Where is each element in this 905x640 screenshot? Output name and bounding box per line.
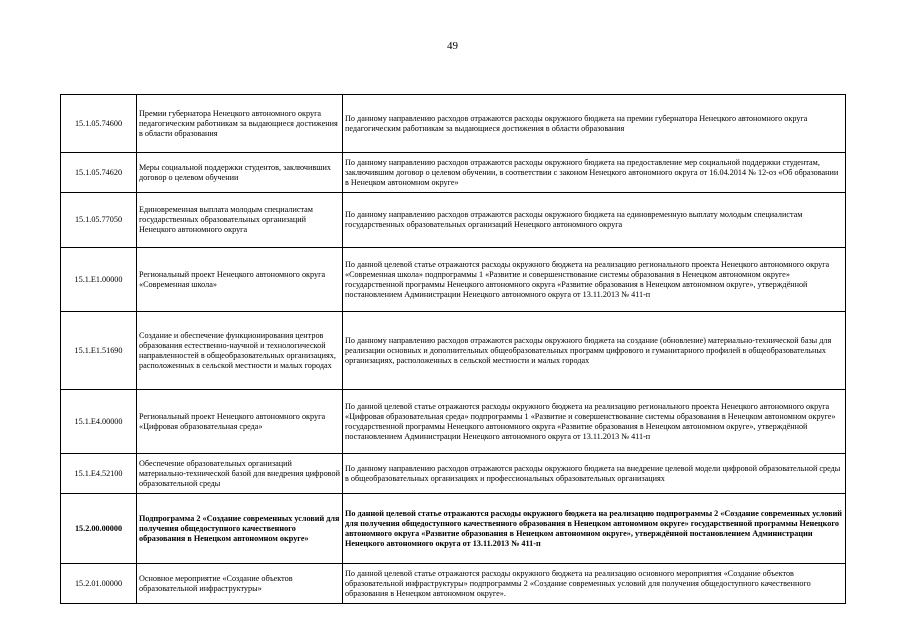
row-code: 15.1.05.74600: [61, 95, 137, 153]
table-row: [61, 494, 846, 564]
row-description: По данному направлению расходов отражаются расходы окружного бюджета на создание (обновление) материально-технической базы для реализации основных и дополнительных общеобразовательных программ цифрового и гуманитарного профилей в общеобразовательных организациях, расположенных в сельской местности и малых городах: [343, 312, 846, 390]
row-description: По данному направлению расходов отражаются расходы окружного бюджета на внедрение целевой модели цифровой образовательной среды в общеобразовательных организациях и профессиональных образовательных организациях: [343, 454, 846, 494]
row-description: По данной целевой статье отражаются расходы окружного бюджета на реализацию регионального проекта Ненецкого автономного округа «Современная школа» подпрограммы 1 «Развитие и совершенствование системы образования в Ненецком автономном округе» государственной программы Ненецкого автономного округа «Развитие образования в Ненецком автономном округе», утверждённой постановлением Администрации Ненецкого автономного округа от 13.11.2013 № 411-п: [343, 248, 846, 312]
row-name: Региональный проект Ненецкого автономного округа «Цифровая образовательная среда»: [137, 390, 343, 454]
row-code: 15.1.05.74620: [61, 153, 137, 193]
row-code: 15.1.E4.00000: [61, 390, 137, 454]
row-description: По данной целевой статье отражаются расходы окружного бюджета на реализацию основного мероприятия «Создание объектов образовательной инфраструктуры» подпрограммы 2 «Создание современных условий для получения общедоступного качественного образования в Ненецком автономном округе».: [343, 564, 846, 604]
row-name: Региональный проект Ненецкого автономного округа «Современная школа»: [137, 248, 343, 312]
row-name: Основное мероприятие «Создание объектов образовательной инфраструктуры»: [137, 564, 343, 604]
row-description: По данной целевой статье отражаются расходы окружного бюджета на реализацию регионального проекта Ненецкого автономного округа «Цифровая образовательная среда» подпрограммы 1 «Развитие и совершенствование системы образования в Ненецком автономном округе» государственной программы Ненецкого автономного округа «Развитие образования в Ненецком автономном округе», утверждённой постановлением Администрации Ненецкого автономного округа от 13.11.2013 № 411-п: [343, 390, 846, 454]
row-name: Премии губернатора Ненецкого автономного округа педагогическим работникам за выдающиеся достижения в области образования: [137, 95, 343, 153]
table-row: [61, 390, 846, 454]
table-row: [61, 564, 846, 604]
row-code: 15.1.E4.52100: [61, 454, 137, 494]
table-row: [61, 95, 846, 153]
row-name: Создание и обеспечение функционирования центров образования естественно-научной и технологической направленностей в общеобразовательных организациях, расположенных в сельской местности и малых городах: [137, 312, 343, 390]
table-row: [61, 153, 846, 193]
row-name: Меры социальной поддержки студентов, заключивших договор о целевом обучении: [137, 153, 343, 193]
budget-classification-table: [60, 94, 846, 604]
table-row: [61, 312, 846, 390]
row-description: По данному направлению расходов отражаются расходы окружного бюджета на премии губернатора Ненецкого автономного округа педагогическим работникам за выдающиеся достижения в области образования: [343, 95, 846, 153]
row-description: По данной целевой статье отражаются расходы окружного бюджета на реализацию подпрограммы 2 «Создание современных условий для получения общедоступного качественного образования в Ненецком автономном округе» государственной программы Ненецкого автономного округа «Развитие образования в Ненецком автономном округе», утверждённой постановлением Администрации Ненецкого автономного округа от 13.11.2013 № 411-п: [343, 494, 846, 564]
row-code: 15.1.E1.51690: [61, 312, 137, 390]
table-row: [61, 248, 846, 312]
row-code: 15.1.05.77050: [61, 193, 137, 248]
table-row: [61, 454, 846, 494]
row-name: Единовременная выплата молодым специалистам государственных образовательных организаций Ненецкого автономного округа: [137, 193, 343, 248]
page-number: 49: [447, 40, 458, 52]
row-name: Подпрограмма 2 «Создание современных условий для получения общедоступного качественного образования в Ненецком автономном округе»: [137, 494, 343, 564]
row-name: Обеспечение образовательных организаций материально-технической базой для внедрения цифровой образовательной среды: [137, 454, 343, 494]
row-code: 15.2.01.00000: [61, 564, 137, 604]
row-description: По данному направлению расходов отражаются расходы окружного бюджета на предоставление мер социальной поддержки студентам, заключившим договор о целевом обучении, в соответствии с законом Ненецкого автономного округа от 16.04.2014 № 12-оз «Об образовании в Ненецком автономном округе»: [343, 153, 846, 193]
table-row: [61, 193, 846, 248]
row-code: 15.1.E1.00000: [61, 248, 137, 312]
row-description: По данному направлению расходов отражаются расходы окружного бюджета на единовременную выплату молодым специалистам государственных образовательных организаций Ненецкого автономного округа: [343, 193, 846, 248]
row-code: 15.2.00.00000: [61, 494, 137, 564]
